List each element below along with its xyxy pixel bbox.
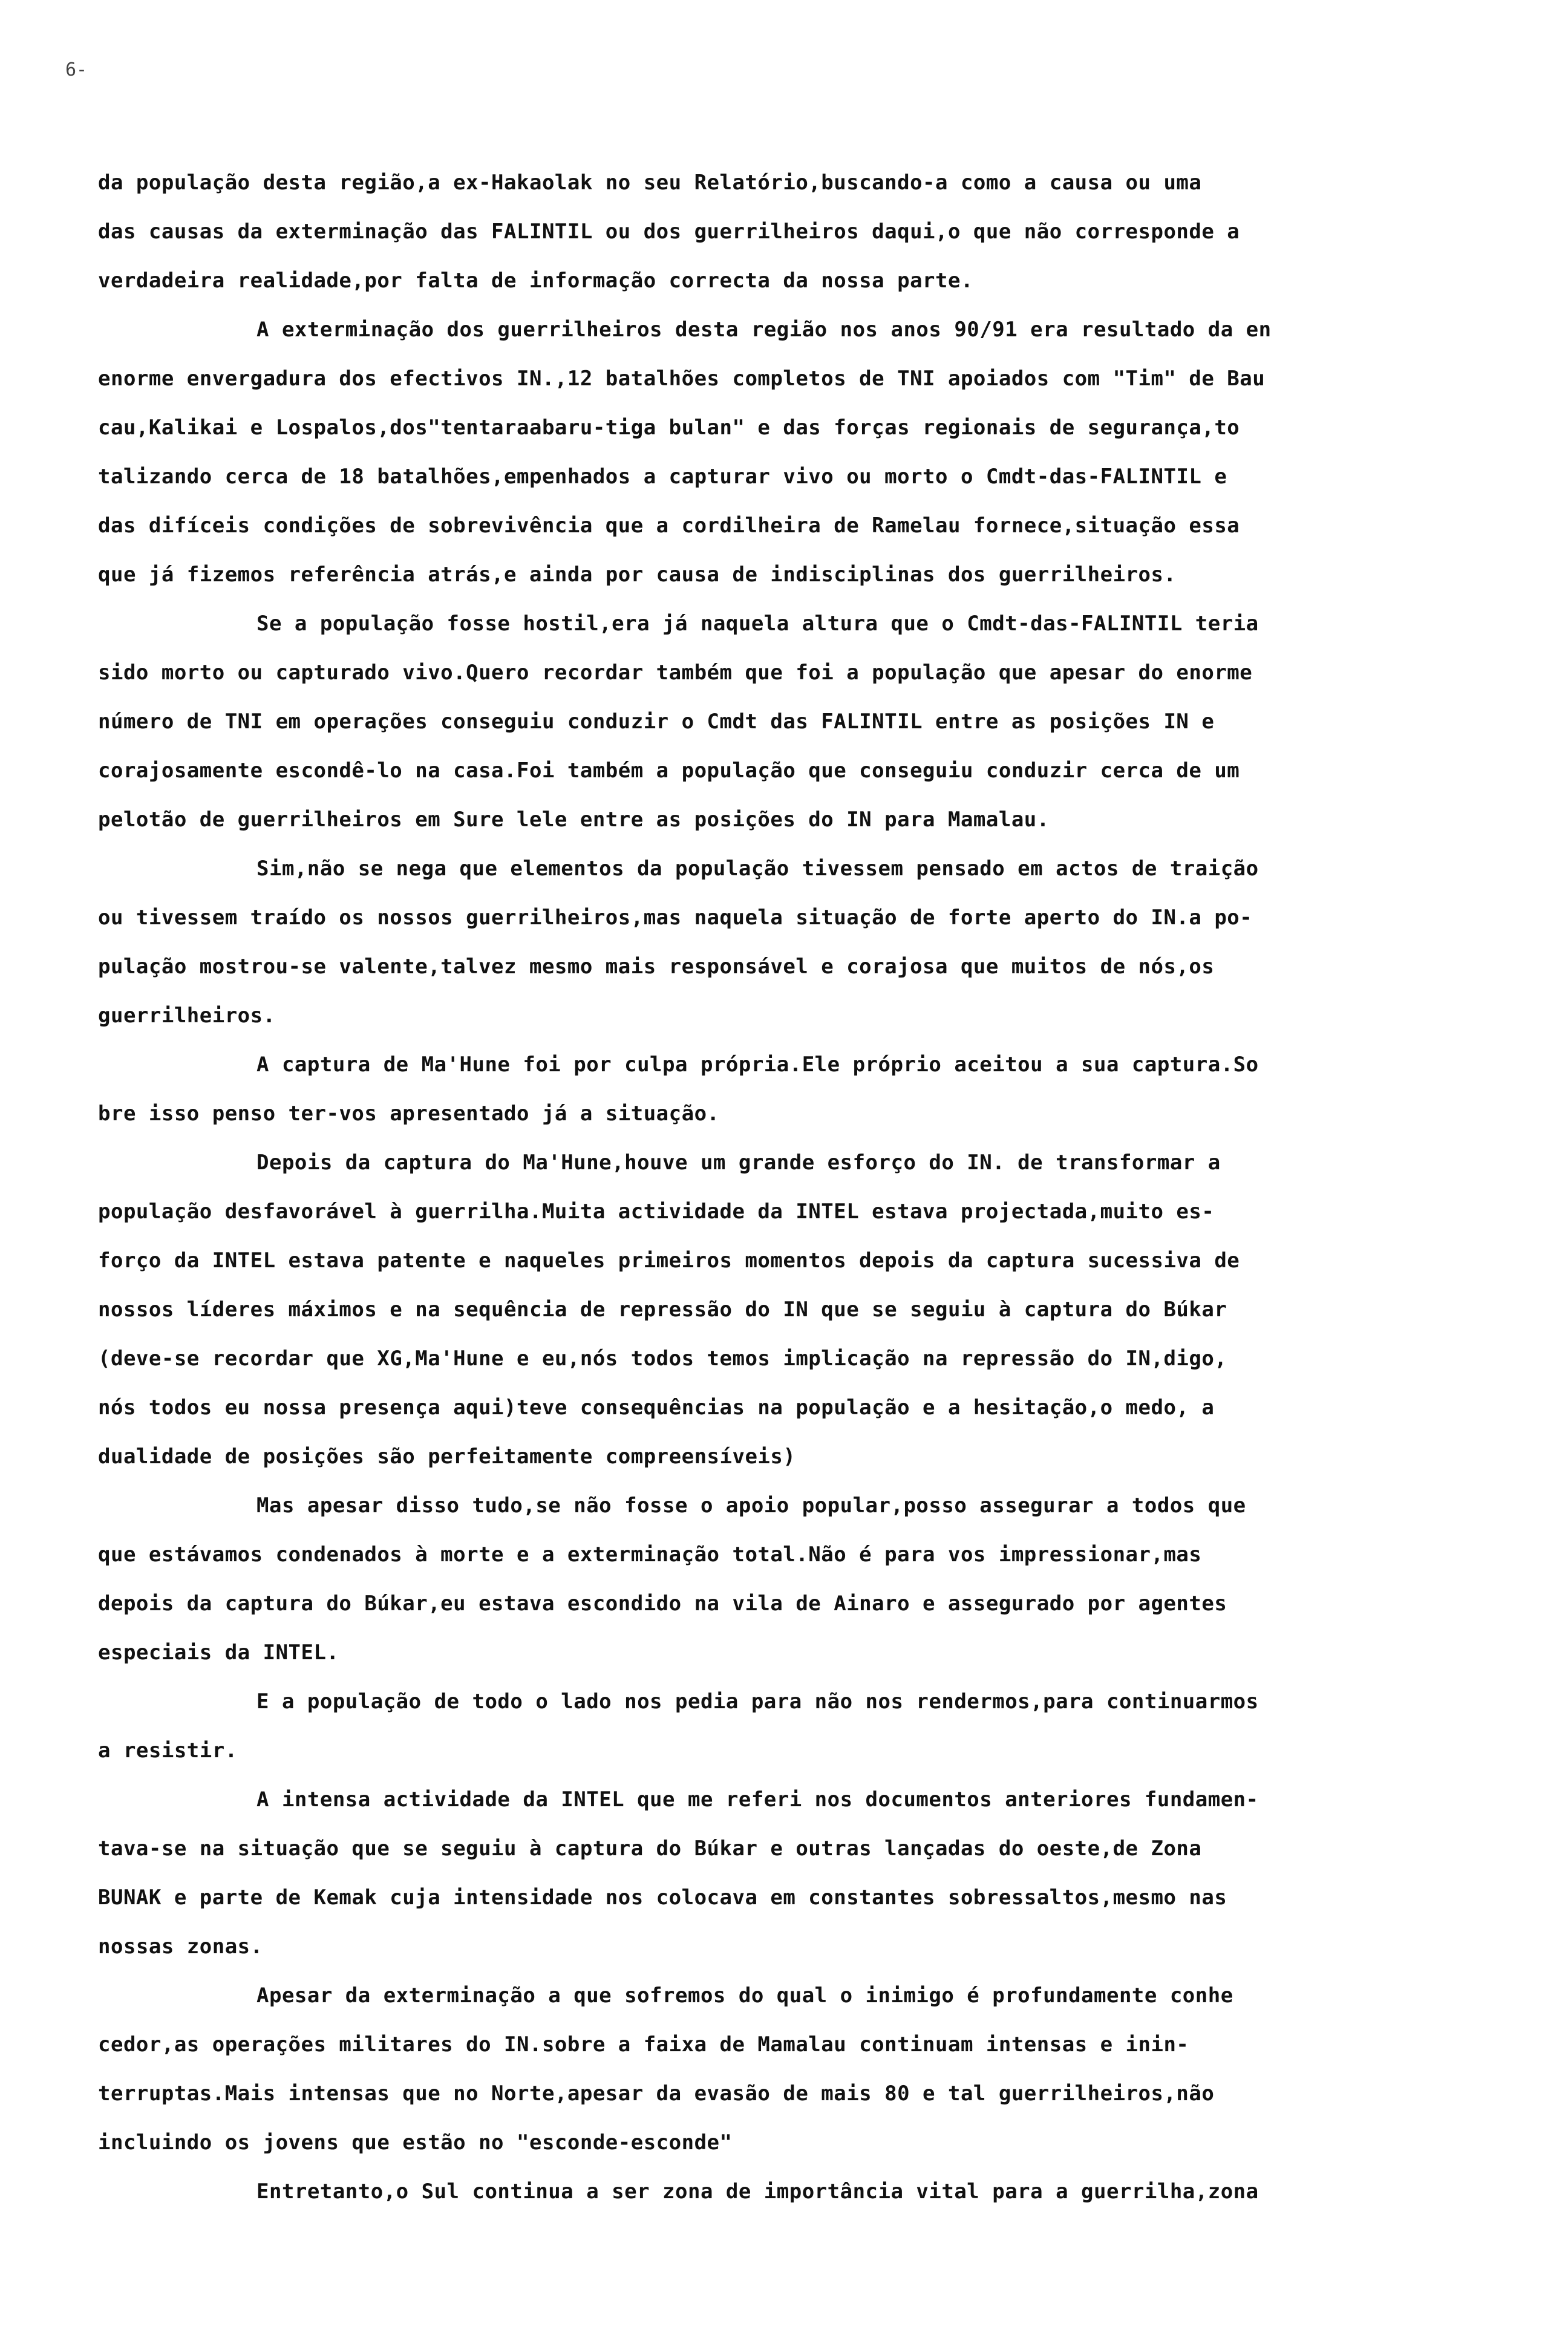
- text-line: Sim,não se nega que elementos da população tivessem pensado em actos de traição: [256, 857, 1259, 881]
- text-line: nós todos eu nossa presença aqui)teve consequências na população e a hesitação,o medo, a: [98, 1396, 1215, 1420]
- text-line: enorme envergadura dos efectivos IN.,12 batalhões completos de TNI apoiados com "Tim" de Bau: [98, 367, 1266, 391]
- text-line: forço da INTEL estava patente e naqueles primeiros momentos depois da captura sucessiva de: [98, 1249, 1240, 1273]
- document-body: [98, 158, 1477, 2216]
- text-line: número de TNI em operações conseguiu conduzir o Cmdt das FALINTIL entre as posições IN e: [98, 710, 1215, 734]
- text-line: cedor,as operações militares do IN.sobre a faixa de Mamalau continuam intensas e inin-: [98, 2032, 1189, 2057]
- text-line: pelotão de guerrilheiros em Sure lele entre as posições do IN para Mamalau.: [98, 808, 1050, 832]
- text-line: bre isso penso ter-vos apresentado já a situação.: [98, 1102, 720, 1126]
- text-line: população desfavorável à guerrilha.Muita actividade da INTEL estava projectada,muito es-: [98, 1200, 1215, 1224]
- text-line: BUNAK e parte de Kemak cuja intensidade nos colocava em constantes sobressaltos,mesmo nas: [98, 1886, 1227, 1910]
- text-line: Mas apesar disso tudo,se não fosse o apoio popular,posso assegurar a todos que: [256, 1494, 1246, 1518]
- text-line: pulação mostrou-se valente,talvez mesmo mais responsável e corajosa que muitos de nós,os: [98, 955, 1215, 979]
- text-line: (deve-se recordar que XG,Ma'Hune e eu,nós todos temos implicação na repressão do IN,digo,: [98, 1347, 1227, 1371]
- text-line: nossos líderes máximos e na sequência de repressão do IN que se seguiu à captura do Búkar: [98, 1298, 1227, 1322]
- text-line: que estávamos condenados à morte e a exterminação total.Não é para vos impressionar,mas: [98, 1543, 1202, 1567]
- text-line: Se a população fosse hostil,era já naquela altura que o Cmdt-das-FALINTIL teria: [256, 612, 1259, 636]
- text-line: sido morto ou capturado vivo.Quero recordar também que foi a população que apesar do enorme: [98, 661, 1253, 685]
- text-line: da população desta região,a ex-Hakaolak no seu Relatório,buscando-a como a causa ou uma: [98, 171, 1202, 195]
- text-line: das causas da exterminação das FALINTIL ou dos guerrilheiros daqui,o que não corresponde a: [98, 220, 1240, 244]
- text-line: E a população de todo o lado nos pedia para não nos rendermos,para continuarmos: [256, 1690, 1259, 1714]
- text-line: terruptas.Mais intensas que no Norte,apesar da evasão de mais 80 e tal guerrilheiros,não: [98, 2081, 1215, 2106]
- text-line: a resistir.: [98, 1739, 238, 1763]
- text-line: verdadeira realidade,por falta de informação correcta da nossa parte.: [98, 269, 973, 293]
- text-line: talizando cerca de 18 batalhões,empenhados a capturar vivo ou morto o Cmdt-das-FALINTIL e: [98, 465, 1227, 489]
- text-line: dualidade de posições são perfeitamente compreensíveis): [98, 1445, 796, 1469]
- text-line: A intensa actividade da INTEL que me referi nos documentos anteriores fundamen-: [256, 1788, 1259, 1812]
- text-line: Entretanto,o Sul continua a ser zona de importância vital para a guerrilha,zona: [256, 2179, 1259, 2204]
- text-line: especiais da INTEL.: [98, 1641, 339, 1665]
- text-line: Apesar da exterminação a que sofremos do qual o inimigo é profundamente conhe: [256, 1983, 1233, 2008]
- page-number: 6-: [65, 59, 88, 80]
- text-line: guerrilheiros.: [98, 1004, 276, 1028]
- text-line: Depois da captura do Ma'Hune,houve um grande esforço do IN. de transformar a: [256, 1151, 1221, 1175]
- text-line: A captura de Ma'Hune foi por culpa própria.Ele próprio aceitou a sua captura.So: [256, 1053, 1259, 1077]
- text-line: que já fizemos referência atrás,e ainda por causa de indisciplinas dos guerrilheiros.: [98, 563, 1177, 587]
- text-line: incluindo os jovens que estão no "esconde-esconde": [98, 2130, 733, 2155]
- text-line: corajosamente escondê-lo na casa.Foi também a população que conseguiu conduzir cerca de um: [98, 759, 1240, 783]
- text-line: das difíceis condições de sobrevivência que a cordilheira de Ramelau fornece,situação essa: [98, 514, 1240, 538]
- text-line: cau,Kalikai e Lospalos,dos"tentaraabaru-tiga bulan" e das forças regionais de segurança,to: [98, 416, 1240, 440]
- text-line: ou tivessem traído os nossos guerrilheiros,mas naquela situação de forte aperto do IN.a po-: [98, 906, 1253, 930]
- text-line: tava-se na situação que se seguiu à captura do Búkar e outras lançadas do oeste,de Zona: [98, 1837, 1202, 1861]
- text-line: A exterminação dos guerrilheiros desta região nos anos 90/91 era resultado da en: [256, 318, 1272, 342]
- text-line: depois da captura do Búkar,eu estava escondido na vila de Ainaro e assegurado por agentes: [98, 1592, 1227, 1616]
- text-line: nossas zonas.: [98, 1935, 263, 1959]
